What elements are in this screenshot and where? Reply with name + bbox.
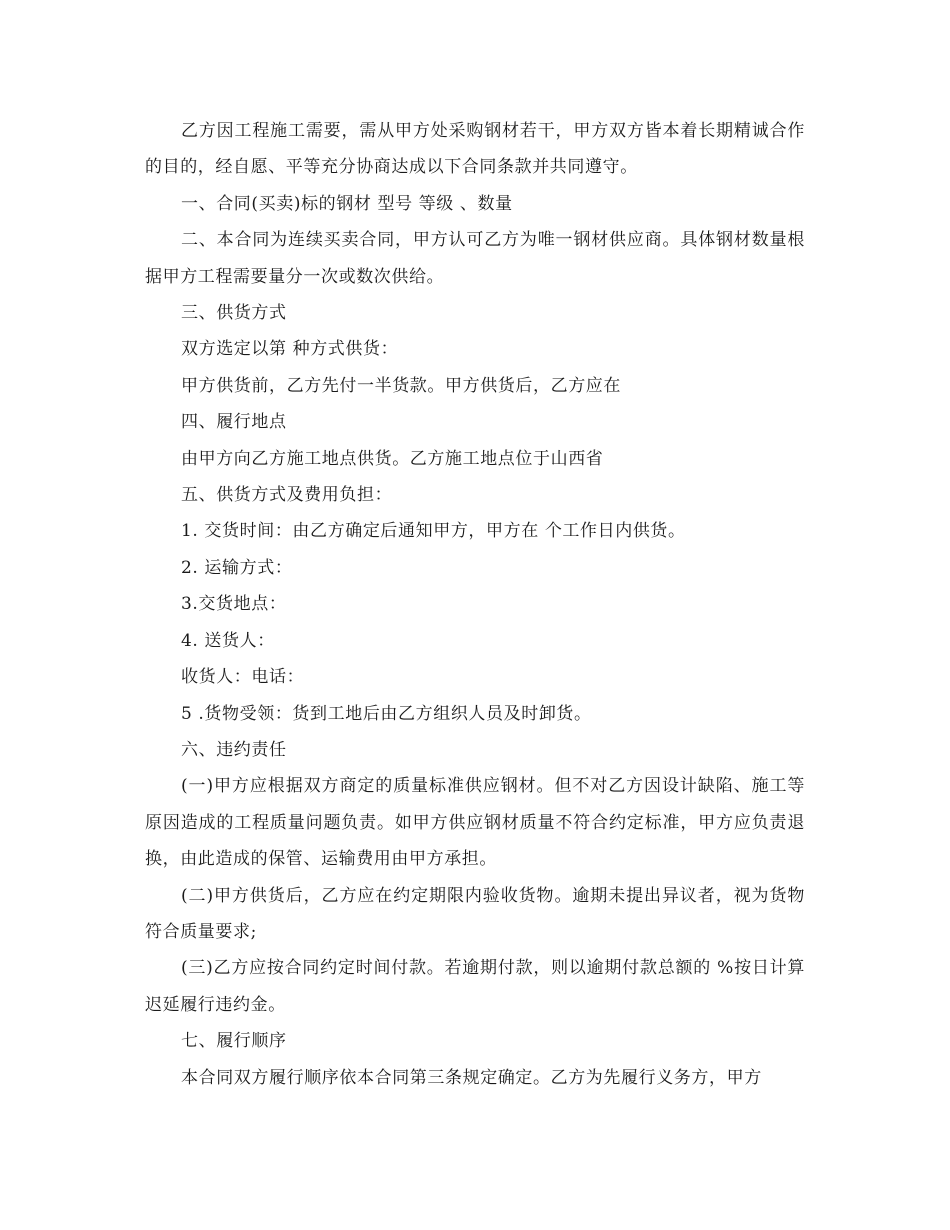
paragraph-liability-3: (三)乙方应按合同约定时间付款。若逾期付款，则以逾期付款总额的 %按日计算迟延履行违约金。 xyxy=(145,958,805,1015)
list-item-delivery-place: 3.交货地点： xyxy=(181,594,287,615)
paragraph-receiver: 收货人：电话： xyxy=(181,667,305,688)
paragraph-intro: 乙方因工程施工需要，需从甲方处采购钢材若干，甲方双方皆本着长期精诚合作的目的，经自愿、平等充分协商达成以下合同条款并共同遵守。 xyxy=(145,121,805,178)
paragraph-location: 由甲方向乙方施工地点供货。乙方施工地点位于山西省 xyxy=(181,448,604,469)
section-heading-7: 七、履行顺序 xyxy=(181,1031,287,1052)
section-heading-3: 三、供货方式 xyxy=(181,303,287,324)
paragraph-order: 本合同双方履行顺序依本合同第三条规定确定。乙方为先履行义务方，甲方 xyxy=(181,1067,762,1088)
section-heading-1: 一、合同(买卖)标的钢材 型号 等级 、数量 xyxy=(181,193,513,214)
paragraph-supply-method: 双方选定以第 种方式供货： xyxy=(181,339,399,360)
section-heading-6: 六、违约责任 xyxy=(181,739,287,760)
paragraph-liability-1: (一)甲方应根据双方商定的质量标准供应钢材。但不对乙方因设计缺陷、施工等原因造成的工程质量问题负责。如甲方供应钢材质量不符合约定标准，甲方应负责退换，由此造成的保管、运输费用由甲方承担。 xyxy=(145,776,805,870)
paragraph-section-2: 二、本合同为连续买卖合同，甲方认可乙方为唯一钢材供应商。具体钢材数量根据甲方工程需要量分一次或数次供给。 xyxy=(145,230,805,287)
section-heading-4: 四、履行地点 xyxy=(181,412,287,433)
section-heading-5: 五、供货方式及费用负担： xyxy=(181,485,393,506)
list-item-transport: 2. 运输方式： xyxy=(181,557,293,578)
paragraph-liability-2: (二)甲方供货后，乙方应在约定期限内验收货物。逾期未提出异议者，视为货物符合质量要求; xyxy=(145,885,805,942)
list-item-deliverer: 4. 送货人： xyxy=(181,630,275,651)
document-body xyxy=(145,113,805,1096)
list-item-receipt: 5 .货物受领：货到工地后由乙方组织人员及时卸货。 xyxy=(181,703,592,724)
list-item-delivery-time: 1. 交货时间：由乙方确定后通知甲方，甲方在 个工作日内供货。 xyxy=(181,521,686,542)
paragraph-payment: 甲方供货前，乙方先付一半货款。甲方供货后，乙方应在 xyxy=(181,375,621,396)
